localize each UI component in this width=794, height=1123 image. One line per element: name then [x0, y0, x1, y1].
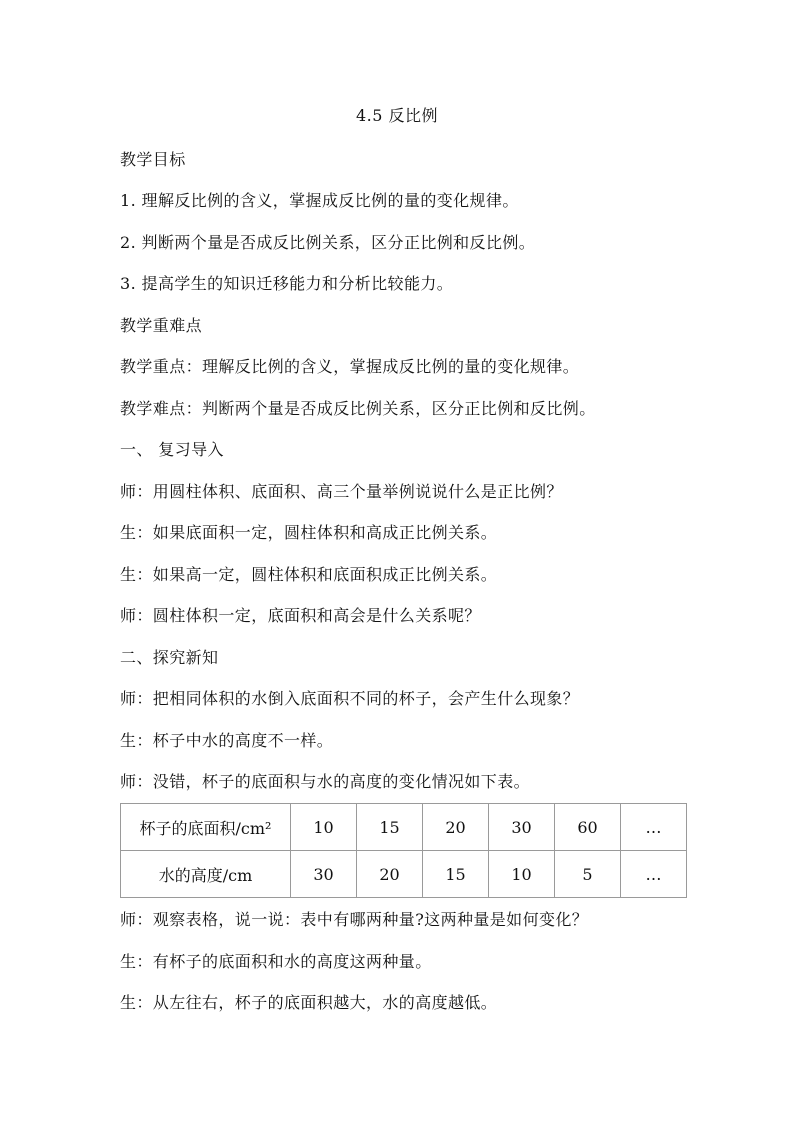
table-cell: 5 — [555, 851, 621, 898]
section-heading-explore: 二、探究新知 — [120, 648, 219, 667]
dialogue-line: 生：从左往右，杯子的底面积越大，水的高度越低。 — [120, 993, 498, 1012]
dialogue-line: 师：把相同体积的水倒入底面积不同的杯子，会产生什么现象？ — [120, 689, 580, 708]
row-header-base-area: 杯子的底面积/cm² — [121, 804, 291, 851]
table-cell: 15 — [357, 804, 423, 851]
data-table — [120, 803, 687, 898]
table-cell: 30 — [489, 804, 555, 851]
table-row — [121, 851, 687, 898]
dialogue-line: 师：用圆柱体积、底面积、高三个量举例说说什么是正比例？ — [120, 482, 563, 501]
key-point: 教学重点：理解反比例的含义，掌握成反比例的量的变化规律。 — [120, 357, 580, 376]
dialogue-line: 生：如果高一定，圆柱体积和底面积成正比例关系。 — [120, 565, 498, 584]
section-heading-objectives: 教学目标 — [120, 150, 186, 169]
table-cell: 15 — [423, 851, 489, 898]
dialogue-line: 师：观察表格，说一说：表中有哪两种量?这两种量是如何变化？ — [120, 910, 589, 929]
dialogue-line: 师：圆柱体积一定，底面积和高会是什么关系呢？ — [120, 606, 481, 625]
table-cell: 30 — [291, 851, 357, 898]
table-cell: 20 — [357, 851, 423, 898]
dialogue-line: 生：杯子中水的高度不一样。 — [120, 731, 334, 750]
table-cell: … — [621, 804, 687, 851]
table-row — [121, 804, 687, 851]
table-cell: 10 — [489, 851, 555, 898]
objective-3: 3. 提高学生的知识迁移能力和分析比较能力。 — [120, 274, 454, 293]
dialogue-line: 生：如果底面积一定，圆柱体积和高成正比例关系。 — [120, 523, 498, 542]
section-heading-review: 一、 复习导入 — [120, 440, 224, 459]
objective-2: 2. 判断两个量是否成反比例关系，区分正比例和反比例。 — [120, 233, 536, 252]
objective-1: 1. 理解反比例的含义，掌握成反比例的量的变化规律。 — [120, 191, 519, 210]
table-cell: … — [621, 851, 687, 898]
table-cell: 60 — [555, 804, 621, 851]
dialogue-line: 师：没错，杯子的底面积与水的高度的变化情况如下表。 — [120, 772, 531, 791]
row-header-water-height: 水的高度/cm — [121, 851, 291, 898]
table-cell: 20 — [423, 804, 489, 851]
table-cell: 10 — [291, 804, 357, 851]
section-heading-key-points: 教学重难点 — [120, 316, 203, 335]
page-title: 4.5 反比例 — [355, 106, 439, 125]
difficult-point: 教学难点：判断两个量是否成反比例关系，区分正比例和反比例。 — [120, 399, 596, 418]
dialogue-line: 生：有杯子的底面积和水的高度这两种量。 — [120, 952, 432, 971]
